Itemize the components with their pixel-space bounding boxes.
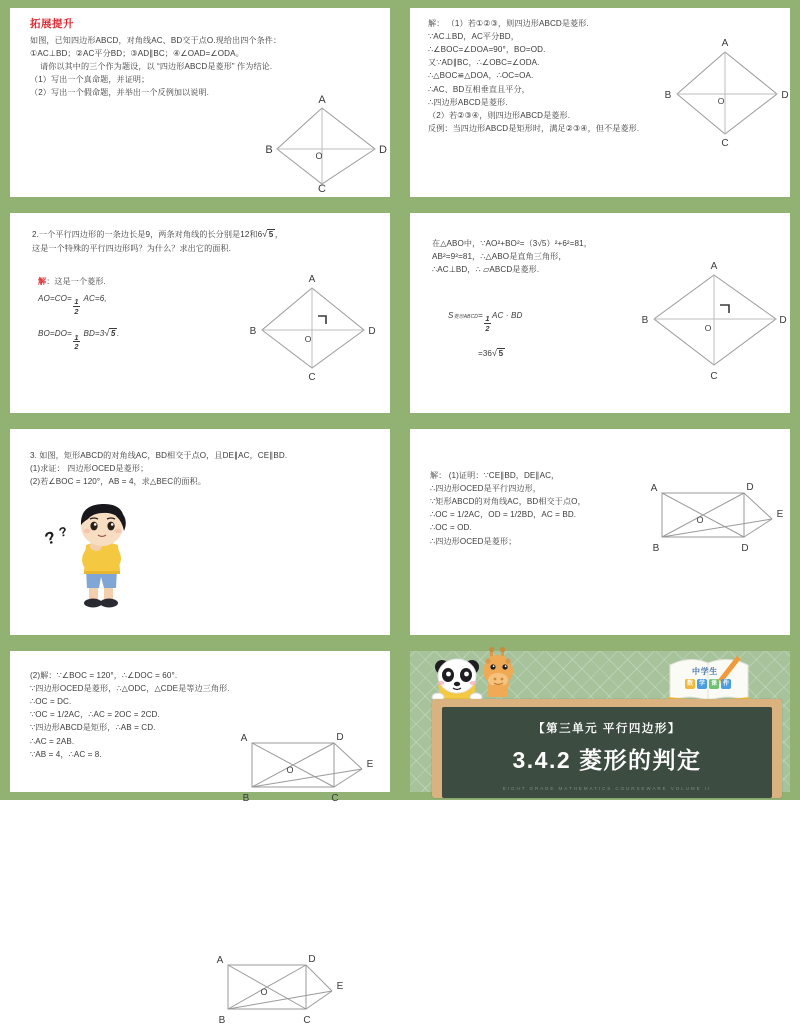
book-title-text: 中学生 xyxy=(692,667,718,676)
svg-text:O: O xyxy=(304,334,312,344)
slide-3-solution xyxy=(38,275,228,350)
thinking-boy-illustration xyxy=(34,501,152,618)
svg-text:B: B xyxy=(641,315,649,326)
svg-text:D: D xyxy=(368,326,376,337)
svg-text:E: E xyxy=(366,759,374,770)
book-icon xyxy=(666,653,752,705)
book-chip: 学 xyxy=(698,681,705,687)
svg-text:C: C xyxy=(721,138,729,149)
solution-header: 解：这是一个菱形. xyxy=(38,277,106,286)
blackboard xyxy=(442,707,772,798)
svg-text:A: A xyxy=(650,483,658,494)
area-result: =36√ 5 xyxy=(478,348,504,359)
svg-text:B: B xyxy=(652,543,660,554)
svg-text:C: C xyxy=(303,1015,311,1026)
svg-text:D: D xyxy=(336,732,344,743)
slide-cell-2[interactable] xyxy=(400,0,800,205)
book-chip: 课 xyxy=(710,681,717,687)
svg-text:B: B xyxy=(265,144,273,156)
area-equation: S菱形ABCD= $\frac{1}{2}$ AC · BD xyxy=(448,311,523,333)
svg-text:O: O xyxy=(704,323,712,333)
sqrt-symbol: √ 5 xyxy=(104,328,116,339)
svg-text:B: B xyxy=(218,1015,226,1026)
sqrt-symbol: √ 5 xyxy=(492,348,504,359)
book-chip: 件 xyxy=(722,681,729,687)
slide-cell-4[interactable] xyxy=(400,205,800,421)
slide-cell-7[interactable] xyxy=(0,643,400,804)
svg-text:B: B xyxy=(249,326,257,337)
book-chip: 数 xyxy=(686,681,693,687)
lesson-subtitle: EIGHT GRADE MATHEMATICS COURSEWARE VOLUME II xyxy=(502,786,712,791)
slide-7-body: (2)解：∵∠BOC = 120°，∴∠DOC = 60°. ∵四边形OCED是菱形，∴△ODC，△CDE是等边三角形. ∴OC = DC. ∵OC = 1/2AC，∴AC = 2OC = 2CD. ∵四边形ABCD是矩形，∴AB = CD. ∴AC = 2AB. ∵AB = 4，∴AC = 8. xyxy=(30,671,230,759)
svg-text:D: D xyxy=(379,144,387,156)
slide-cell-1[interactable] xyxy=(0,0,400,205)
svg-text:A: A xyxy=(721,38,729,49)
slide-cell-6[interactable] xyxy=(400,421,800,643)
equation-ao-co: AO=CO= $\frac{1}{2}$ AC=6, xyxy=(38,294,107,316)
rhombus-figure-2 xyxy=(655,30,790,150)
unit-label: 【第三单元 平行四边形】 xyxy=(533,723,681,735)
slide-4 xyxy=(410,213,790,413)
rhombus-figure-1 xyxy=(257,92,387,195)
svg-text:A: A xyxy=(240,733,248,744)
svg-text:D: D xyxy=(741,543,749,554)
svg-text:D: D xyxy=(781,90,789,101)
svg-text:O: O xyxy=(696,515,704,525)
svg-text:E: E xyxy=(776,509,784,520)
svg-text:O: O xyxy=(315,151,323,161)
slide-cell-8[interactable] xyxy=(400,643,800,800)
sqrt-symbol: √ 5 xyxy=(262,229,274,239)
slide-2-body: 解： （1）若①②③，则四边形ABCD是菱形. ∵AC⊥BD，AC平分BD， ∴∠BOC=∠DOA=90°，BO=OD. 又∵AD∥BC，∴∠OBC=∠ODA. ∴△BOC≌△DOA，∴OC=OA. ∴AC、BD互相垂直且平分， ∴四边形ABCD是菱形. （2）若②③④，则四边形ABCD是菱形. 反例：当四边形ABCD是矩形时，满足②③④，但不是菱形. xyxy=(428,19,640,133)
svg-text:?: ? xyxy=(42,527,59,549)
section-badge: 拓展提升 xyxy=(30,18,74,30)
giraffe-icon xyxy=(476,647,520,705)
svg-text:A: A xyxy=(216,955,224,966)
question-line-1: 2.一个平行四边形的一条边长是9，两条对角线的长分别是12和6√ 5 ， xyxy=(32,229,284,239)
slide-3 xyxy=(10,213,390,413)
slide-cell-3[interactable] xyxy=(0,205,400,421)
svg-text:O: O xyxy=(717,96,725,106)
svg-text:C: C xyxy=(710,371,718,382)
slide-4-area-formula xyxy=(448,309,648,361)
rect-figure-5 xyxy=(206,951,346,1031)
slide-3-question: 2.一个平行四边形的一条边长是9，两条对角线的长分别是12和6√ 5 ， 这是一个特殊的平行四边形吗？为什么？求出它的面积. xyxy=(32,227,372,255)
title-card xyxy=(410,651,790,792)
slide-1-body: 如图，已知四边形ABCD，对角线AC、BD交于点O.现给出四个条件： ①AC⊥BD；②AC平分BD；③AD∥BC；④∠OAD=∠ODA。 请你以其中的三个作为题设，以 “四边形ABCD是菱形” 作为结论. （1）写出一个真命题，并证明； （2）写出一个假命题，并举出一个反例加以说明. xyxy=(30,36,282,98)
svg-text:A: A xyxy=(318,94,326,106)
slide-4-body: 在△ABO中，∵AO²+BO²=（3√5）²+6²=81， AB²=9²=81，∴△ABO是直角三角形， ∴AC⊥BD，∴ ▱ABCD是菱形. xyxy=(432,239,592,275)
svg-text:E: E xyxy=(336,981,344,992)
rhombus-figure-3 xyxy=(240,268,380,383)
slide-5-question: 3. 如图，矩形ABCD的对角线AC，BD相交于点O，且DE∥AC，CE∥BD. (1)求证： 四边形OCED是菱形； (2)若∠BOC = 120°，AB = 4，求△BEC的面积。 xyxy=(30,451,288,487)
slide-6 xyxy=(410,429,790,635)
slide-2 xyxy=(410,8,790,197)
svg-text:A: A xyxy=(308,274,316,285)
book-chip-row xyxy=(685,679,731,689)
blackboard-frame xyxy=(432,699,782,798)
svg-text:?: ? xyxy=(57,523,69,540)
svg-text:D: D xyxy=(746,482,754,493)
svg-text:D: D xyxy=(779,315,787,326)
rhombus-figure-4 xyxy=(638,253,788,383)
svg-text:D: D xyxy=(308,954,316,965)
svg-text:A: A xyxy=(710,261,718,272)
svg-text:C: C xyxy=(308,372,316,383)
slide-7 xyxy=(10,651,390,804)
lesson-title: 3.4.2 菱形的判定 xyxy=(512,747,702,773)
slide-8-title-card xyxy=(410,651,790,792)
svg-text:B: B xyxy=(664,90,672,101)
rect-figure-6 xyxy=(642,479,787,564)
slide-6-body: 解： (1)证明：∵CE∥BD，DE∥AC， ∴四边形OCED是平行四边形， ∵矩形ABCD的对角线AC，BD相交于点O， ∴OC = 1/2AC，OD = 1/2BD，AC = BD. ∴OC = OD. ∴四边形OCED是菱形； xyxy=(430,471,586,546)
svg-text:B: B xyxy=(242,793,250,804)
svg-text:C: C xyxy=(331,793,339,804)
equation-bo-do: BO=DO= $\frac{1}{2}$ BD=3√ 5 . xyxy=(38,328,120,351)
rect-figure-7 xyxy=(232,731,377,811)
svg-text:C: C xyxy=(318,183,326,195)
svg-text:O: O xyxy=(260,987,268,997)
svg-text:O: O xyxy=(286,765,294,775)
slide-1 xyxy=(10,8,390,197)
